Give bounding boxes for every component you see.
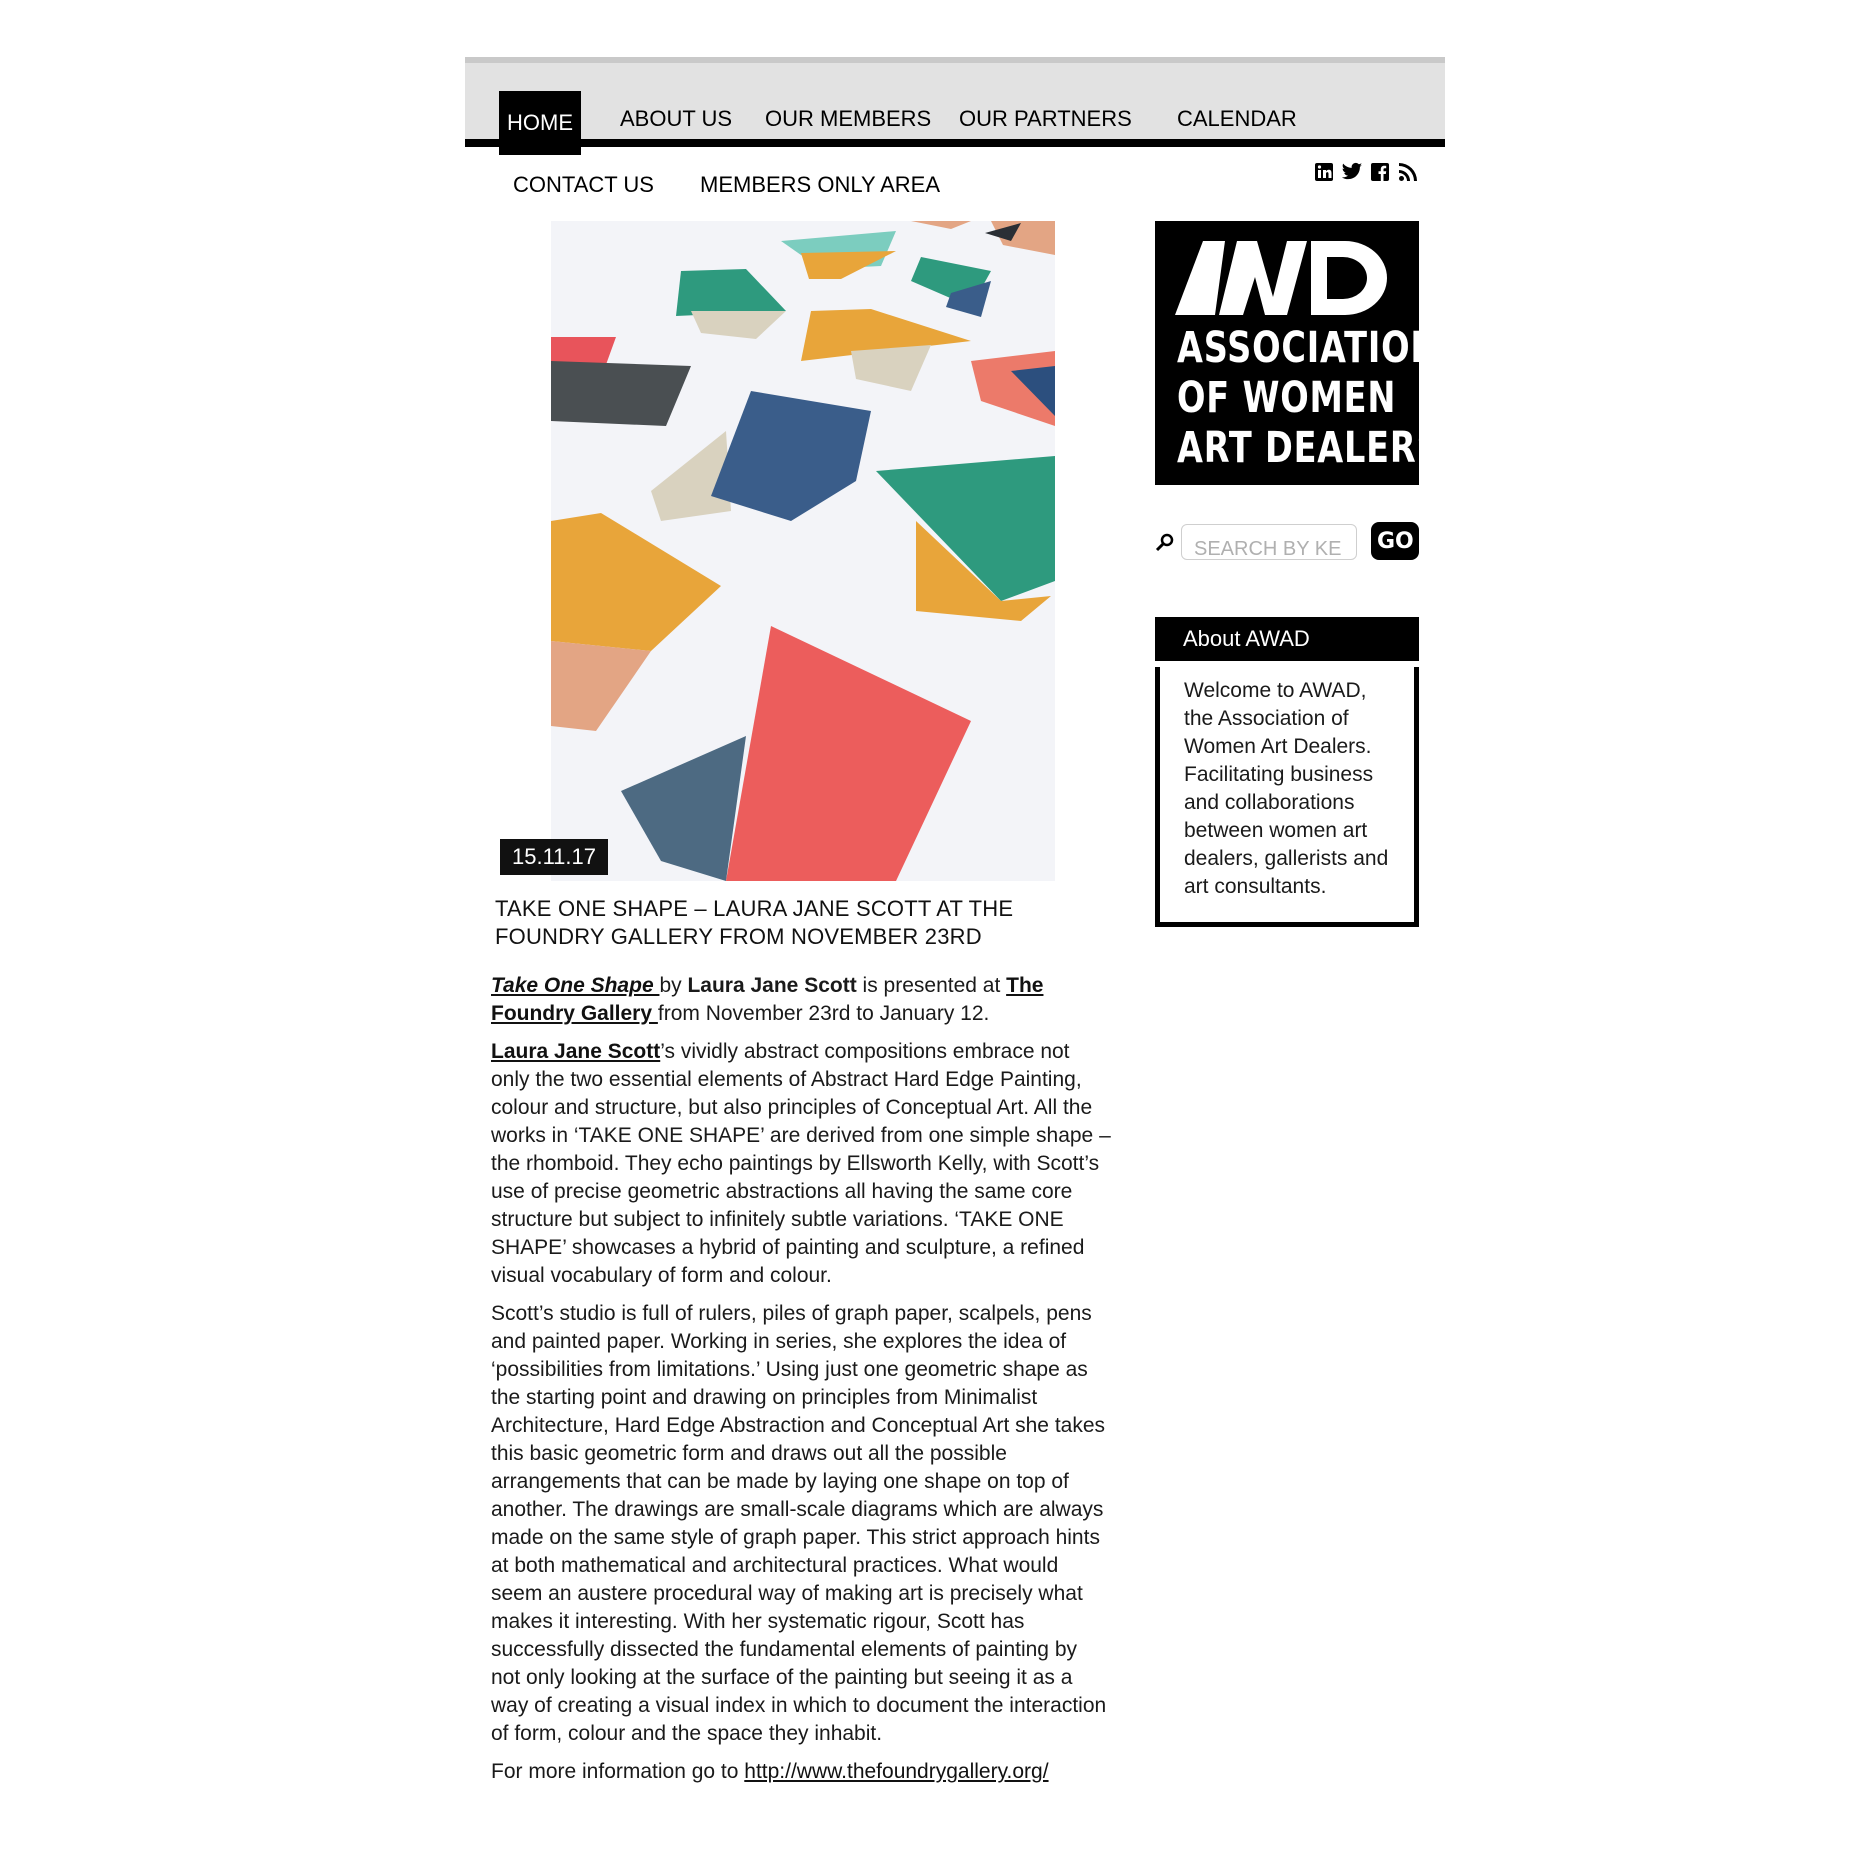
post-headline[interactable]: TAKE ONE SHAPE – LAURA JANE SCOTT AT THE FOUNDRY GALLERY FROM NOVEMBER 23RD <box>495 896 1014 949</box>
search-icon <box>1155 532 1175 558</box>
gallery-link[interactable]: The Foundry Gallery <box>491 974 1044 1025</box>
page <box>465 57 1445 1857</box>
article-more-info: For more information go to http://www.thefoundrygallery.org/ <box>491 1760 1049 1783</box>
nav-about-us[interactable]: ABOUT US <box>620 106 733 131</box>
about-awad-heading: About AWAD <box>1155 617 1419 661</box>
nav-our-members[interactable]: OUR MEMBERS <box>765 106 932 131</box>
post-image[interactable] <box>551 221 1055 881</box>
article-intro: Take One Shape by Laura Jane Scott is presented at The Foundry Gallery from November 23rd to January 12. <box>491 974 1044 1025</box>
nav-calendar[interactable]: CALENDAR <box>1177 106 1297 131</box>
article-paragraph-3: Scott’s studio is full of rulers, piles of graph paper, scalpels, pens and painted paper. Working in series, she explores the idea of ‘possibilities from limitations.’ Using just one geometric shape as the starting point and drawing on principles from Minimalist Architecture, Hard Edge Abstraction and Conceptual Art she takes this basic geometric form and draws out all the possible arrangements that can be made by laying one shape on top of another. The drawings are small-scale diagrams which are always made on the same style of graph paper. This strict approach hints at both mathematical and architectural practices. What would seem an austere procedural way of making art is precisely what makes it interesting. With her systematic rigour, Scott has successfully dissected the fundamental elements of painting by not only looking at the surface of the painting but seeing it as a way of creating a visual index in which to document the interaction of form, colour and the space they inhabit. <box>491 1302 1107 1745</box>
awad-logo[interactable] <box>1155 221 1442 485</box>
foundry-gallery-url[interactable]: http://www.thefoundrygallery.org/ <box>744 1760 1049 1783</box>
nav-our-partners[interactable]: OUR PARTNERS <box>959 106 1132 131</box>
twitter-icon[interactable] <box>1341 161 1363 183</box>
nav-home[interactable]: HOME <box>499 91 581 155</box>
linkedin-icon[interactable] <box>1313 161 1335 183</box>
title-link[interactable]: Take One Shape <box>491 974 660 997</box>
post-article <box>491 972 1111 1796</box>
main-nav <box>465 57 1445 147</box>
social-links <box>1313 161 1419 183</box>
search-bar <box>1155 522 1419 564</box>
about-awad-text: Welcome to AWAD, the Association of Women Art Dealers. Facilitating business and collaborations between women art dealers, gallerists and art consultants. <box>1155 667 1419 927</box>
rss-icon[interactable] <box>1397 161 1419 183</box>
nav-contact-us[interactable]: CONTACT US <box>513 172 654 197</box>
go-button[interactable]: GO <box>1371 522 1419 560</box>
article-paragraph-2: Laura Jane Scott’s vividly abstract compositions embrace not only the two essential elements of Abstract Hard Edge Painting, colour and structure, but also principles of Conceptual Art. All the works in ‘TAKE ONE SHAPE’ are derived from one simple shape – the rhomboid. They echo paintings by Ellsworth Kelly, with Scott’s use of precise geometric abstractions all having the same core structure but subject to infinitely subtle variations. ‘TAKE ONE SHAPE’ showcases a hybrid of painting and sculpture, a refined visual vocabulary of form and colour. <box>491 1040 1111 1287</box>
nav-members-only-area[interactable]: MEMBERS ONLY AREA <box>700 172 941 197</box>
facebook-icon[interactable] <box>1369 161 1391 183</box>
awd-monogram <box>1175 237 1399 317</box>
post-date-badge: 15.11.17 <box>500 839 608 875</box>
logo-wordmark: ASSOCIATION OF WOMEN ART DEALERS <box>1177 323 1442 473</box>
search-input[interactable] <box>1181 524 1357 560</box>
artist-link[interactable]: Laura Jane Scott <box>491 1040 661 1063</box>
